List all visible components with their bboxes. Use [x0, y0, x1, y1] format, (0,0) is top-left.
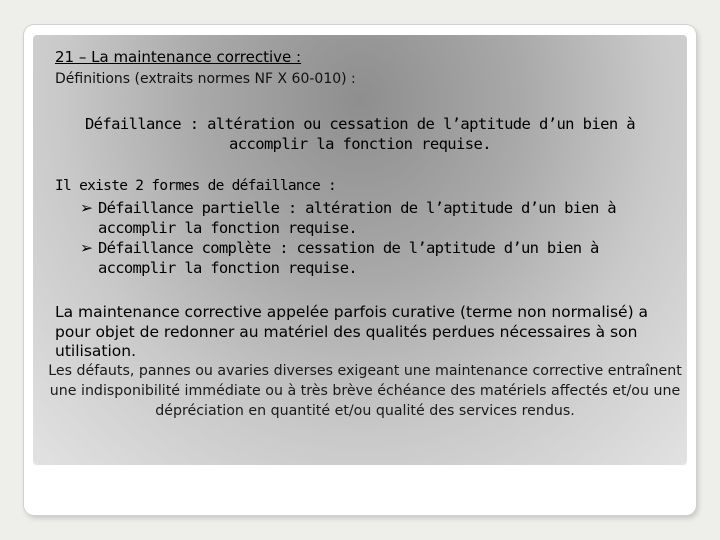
bullet-line1: Défaillance complète : cessation de l’aptitude d’un bien à	[98, 239, 599, 257]
bullet-line1: Défaillance partielle : altération de l’aptitude d’un bien à	[98, 199, 616, 217]
paragraph-text: La maintenance corrective appelée parfois curative (terme non normalisé) a pour objet de redonner au matériel des qualités perdues nécessaires à son utilisation.	[55, 303, 649, 360]
slide-title: 21 – La maintenance corrective :	[55, 48, 302, 66]
arrow-bullet-icon: ➢	[80, 239, 93, 257]
bullet-line2: accomplir la fonction requise.	[98, 258, 357, 277]
definition-text: Défaillance : altération ou cessation de l’aptitude d’un bien à accomplir la fonction requise.	[84, 115, 636, 153]
slide-subtitle: Définitions (extraits normes NF X 60-010) :	[55, 71, 356, 87]
bullet-item-complete	[80, 239, 650, 278]
arrow-bullet-icon: ➢	[80, 199, 93, 217]
bullet-item-partielle	[80, 199, 650, 238]
note-text: Les défauts, pannes ou avaries diverses exigeant une maintenance corrective entraînent une indisponibilité immédiate ou à très brève échéance des matériels affectés et/ou une dépréciation en quantité et/ou qualité des services rendus.	[48, 363, 682, 419]
intro-text: Il existe 2 formes de défaillance :	[55, 178, 337, 194]
bullet-line2: accomplir la fonction requise.	[98, 218, 357, 237]
